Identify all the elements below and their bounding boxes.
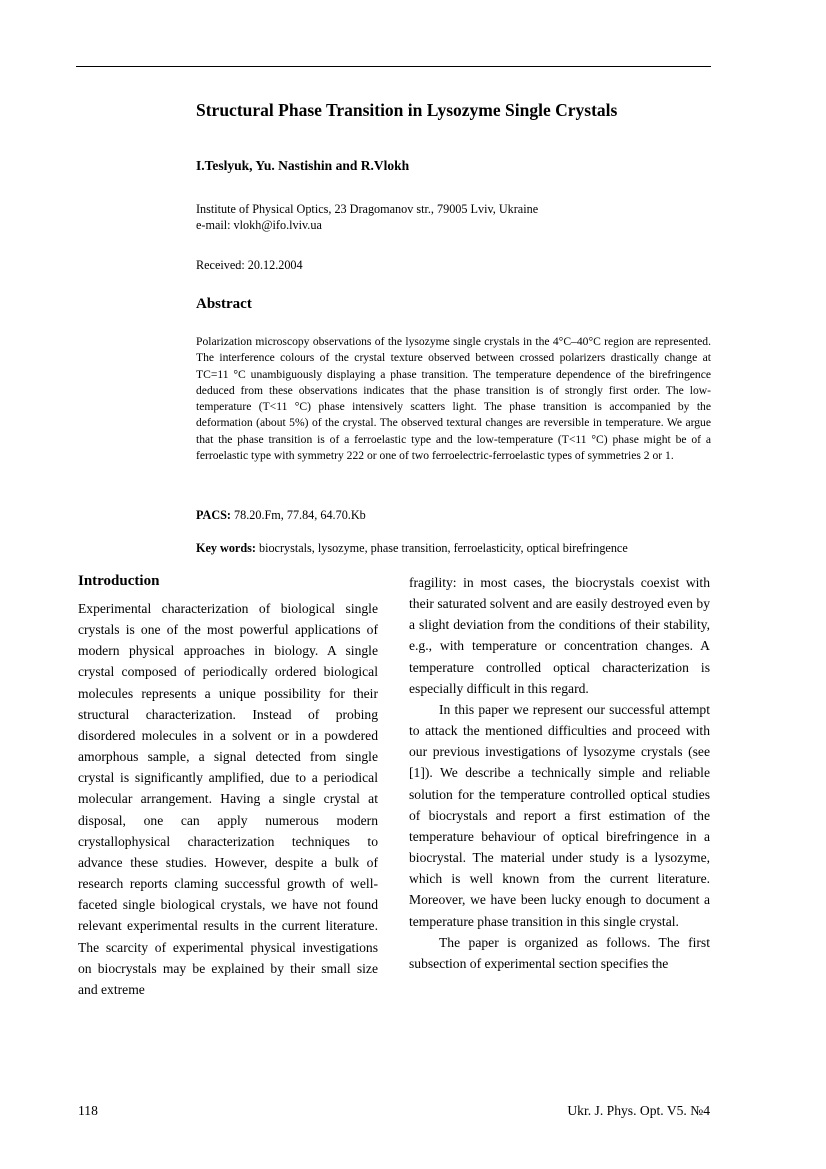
introduction-heading: Introduction	[78, 573, 160, 589]
intro-paragraph-1-continued: fragility: in most cases, the biocrystals coexist with their saturated solvent and are easily destroyed even by a slight deviation from the conditions of their stability, e.g., with temperature or concentration changes. A temperature controlled optical characterization is especially difficult in this regard.	[409, 575, 710, 696]
abstract-body	[196, 334, 711, 464]
keywords-line	[196, 541, 628, 556]
page-number: 118	[78, 1103, 98, 1118]
authors: I.Teslyuk, Yu. Nastishin and R.Vlokh	[196, 158, 410, 173]
keywords-value: biocrystals, lysozyme, phase transition, ferroelasticity, optical birefringence	[255, 541, 628, 555]
affiliation-block	[196, 201, 538, 233]
pacs-value: 78.20.Fm, 77.84, 64.70.Kb	[230, 508, 366, 522]
intro-paragraph-3: The paper is organized as follows. The first subsection of experimental section specifies the	[409, 934, 710, 971]
abstract-text: Polarization microscopy observations of the lysozyme single crystals in the 4°C–40°C region are represented. The interference colours of the crystal texture observed between crossed polarizers drastically change at TC=11 °C unambiguously displaying a phase transition. The temperature dependence of the birefringence deduced from these observations indicates that the phase transition is of strongly first order. The low-temperature (T<11 °C) phase intensively scatters light. The phase transition is accompanied by the deformation (about 5%) of the crystal. The observed textural changes are reversible in temperature. We argue that the phase transition is of a ferroelastic type and the low-temperature (T<11 °C) phase might be of a ferroelastic type with symmetry 222 or one of two ferroelectric-ferroelastic types of symmetries 2 or 1.	[196, 335, 711, 463]
paper-title: Structural Phase Transition in Lysozyme Single Crystals	[196, 100, 618, 120]
pacs-line	[196, 508, 366, 523]
keywords-label: Key words:	[196, 541, 256, 555]
pacs-label: PACS:	[196, 508, 231, 522]
email: e-mail: vlokh@ifo.lviv.ua	[196, 218, 322, 232]
intro-paragraph-1: Experimental characterization of biological single crystals is one of the most powerful applications of modern physical approaches in biology. A single crystal composed of periodically ordered biological molecules represents a unique possibility for their structural characterization. Instead of probing disordered molecules in a solvent or in a powdered amorphous sample, a signal detected from single crystal is significantly amplified, due to a periodical molecular arrangement. Having a single crystal at disposal, one can apply numerous modern crystallophysical characterization techniques to advance these studies. However, despite a bulk of research reports claming successful growth of well-faceted single biological crystals, we have not found relevant experimental results in the current literature. The scarcity of experimental physical investigations on biocrystals may be explained by their small size and extreme	[78, 601, 378, 997]
journal-reference: Ukr. J. Phys. Opt. V5. №4	[567, 1103, 710, 1118]
abstract-heading: Abstract	[196, 296, 252, 312]
received-date: Received: 20.12.2004	[196, 258, 303, 272]
header-rule	[76, 66, 711, 67]
affiliation: Institute of Physical Optics, 23 Dragomanov str., 79005 Lviv, Ukraine	[196, 202, 539, 216]
left-column	[78, 598, 378, 1000]
intro-paragraph-2: In this paper we represent our successful attempt to attack the mentioned difficulties and proceed with our previous investigations of lysozyme crystals (see [1]). We describe a technically simple and reliable solution for the temperature controlled optical studies of biocrystals and report a first estimation of the temperature behaviour of optical birefringence in a biocrystal. The material under study is a lysozyme, which is well known from the current literature. Moreover, we have been lucky enough to document a temperature phase transition in this single crystal.	[409, 701, 710, 929]
right-column	[409, 572, 710, 974]
